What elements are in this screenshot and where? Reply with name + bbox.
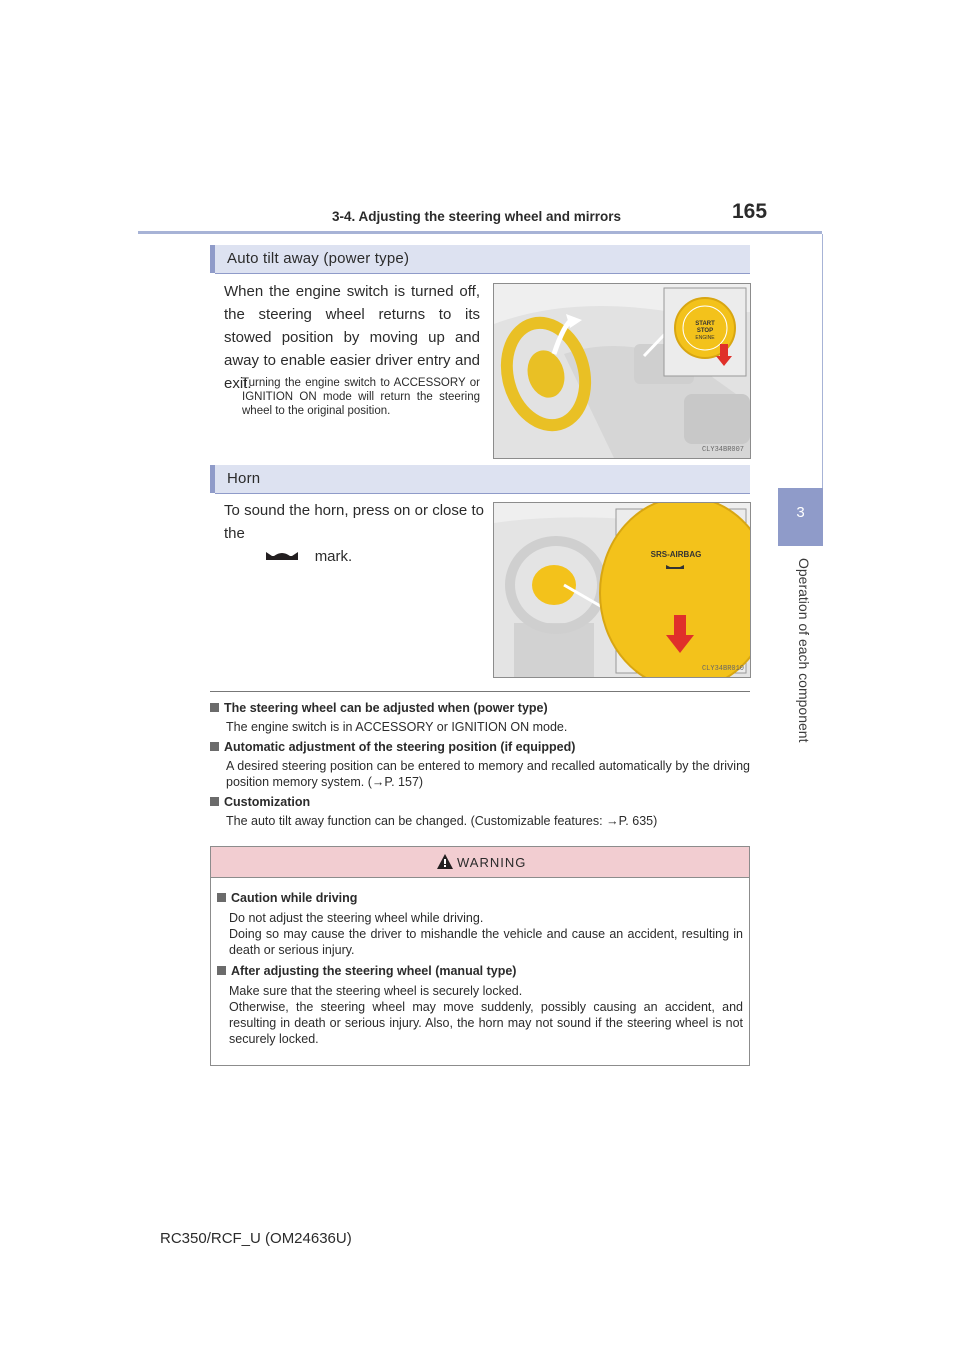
warning-item-title: Caution while driving	[217, 891, 743, 905]
square-bullet-icon	[210, 797, 219, 806]
notes-block	[210, 701, 750, 829]
header-rule	[138, 231, 822, 234]
warning-box	[210, 846, 750, 1066]
section-heading-auto-tilt: Auto tilt away (power type)	[210, 245, 750, 273]
warning-header	[211, 847, 749, 878]
page-number: 165	[732, 200, 768, 223]
square-bullet-icon	[210, 703, 219, 712]
svg-text:START: START	[695, 321, 715, 327]
auto-tilt-note: Turning the engine switch to ACCESSORY or IGNITION ON mode will return the steering wheel to the original position.	[242, 377, 480, 417]
notes-divider	[210, 691, 750, 692]
svg-text:STOP: STOP	[696, 328, 714, 334]
horn-icon	[264, 548, 300, 562]
figure-code: CLY34BR010	[701, 665, 744, 673]
note-title: The steering wheel can be adjusted when (power type)	[210, 701, 750, 715]
section-heading-horn: Horn	[210, 465, 750, 493]
note-title: Customization	[210, 795, 750, 809]
auto-tilt-paragraph: When the engine switch is turned off, the steering wheel returns to its stowed position by moving up and away to enable easier driver entry and exit.	[224, 283, 480, 392]
warning-item-title: After adjusting the steering wheel (manual type)	[217, 964, 743, 978]
footer-model-code: RC350/RCF_U (OM24636U)	[160, 1230, 352, 1247]
svg-text:ENGINE: ENGINE	[695, 335, 715, 341]
warning-item-text: Do not adjust the steering wheel while driving. Doing so may cause the driver to mishandle the vehicle and cause an accident, resulting in death or serious injury.	[229, 911, 743, 957]
horn-figure	[493, 502, 751, 678]
side-rule	[822, 234, 823, 494]
warning-items	[217, 891, 743, 1047]
horn-pad-illustration	[494, 503, 750, 677]
note-text: The auto tilt away function can be changed. (Customizable features: →P. 635)	[226, 814, 658, 828]
steering-wheel-illustration	[494, 284, 750, 458]
note-text: A desired steering position can be entered to memory and recalled automatically by the driving position memory system. (→P. 157)	[226, 759, 750, 789]
chapter-tab	[778, 488, 823, 546]
chapter-label: Operation of each component	[796, 558, 812, 743]
note-text: The engine switch is in ACCESSORY or IGNITION ON mode.	[226, 720, 568, 734]
warning-triangle-icon	[437, 854, 453, 869]
square-bullet-icon	[217, 966, 226, 975]
chapter-number: 3	[796, 504, 805, 521]
horn-paragraph: To sound the horn, press on or close to the mark.	[224, 502, 484, 565]
square-bullet-icon	[210, 742, 219, 751]
warning-heading: WARNING	[457, 855, 527, 870]
auto-tilt-figure	[493, 283, 751, 459]
svg-text:SRS-AIRBAG: SRS-AIRBAG	[650, 550, 702, 559]
square-bullet-icon	[217, 893, 226, 902]
chapter-label-wrap	[796, 558, 832, 748]
figure-code: CLY34BR007	[701, 446, 744, 454]
section-title: 3-4. Adjusting the steering wheel and mirrors	[332, 209, 622, 224]
warning-item-text: Make sure that the steering wheel is securely locked. Otherwise, the steering wheel may move suddenly, possibly causing an accident, and resulting in death or serious injury. Also, the horn may not sound if the steering wheel is not securely locked.	[229, 984, 743, 1046]
note-title: Automatic adjustment of the steering position (if equipped)	[210, 740, 750, 754]
